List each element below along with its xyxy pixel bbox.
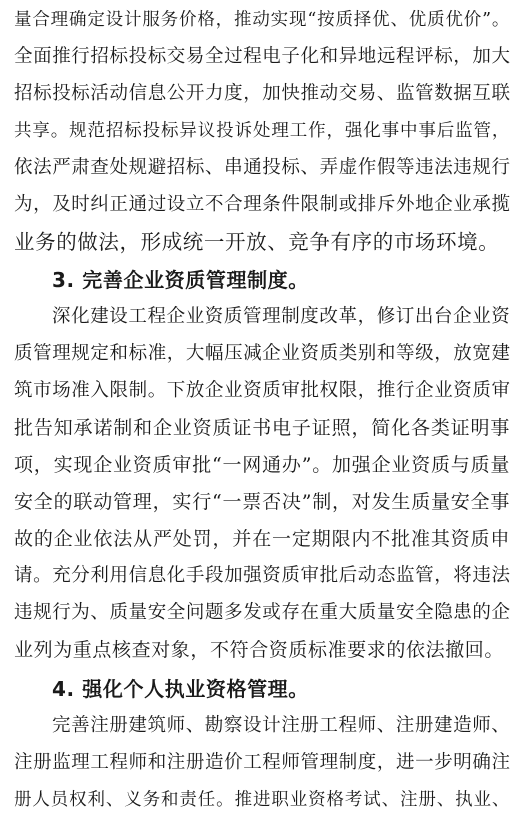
paragraph-line: 质管理规定和标准，大幅压减企业资质类别和等级，放宽建 <box>14 343 511 364</box>
paragraph-line: 请。充分利用信息化手段加强资质审批后动态监管，将违法 <box>14 565 511 586</box>
paragraph-line: 量合理确定设计服务价格，推动实现“按质择优、优质优价”。 <box>14 10 510 30</box>
paragraph-line: 招标投标活动信息公开力度，加快推动交易、监管数据互联 <box>14 83 511 104</box>
paragraph-line: 完善注册建筑师、勘察设计注册工程师、注册建造师、 <box>52 715 511 736</box>
paragraph-line: 业务的做法，形成统一开放、竞争有序的市场环境。 <box>14 230 500 254</box>
section-heading: 3. 完善企业资质管理制度。 <box>52 268 309 292</box>
paragraph-line: 项，实现企业资质审批“一网通办”。加强企业资质与质量 <box>14 454 510 476</box>
section-heading: 4. 强化个人执业资格管理。 <box>52 677 309 701</box>
paragraph-line: 安全的联动管理，实行“一票否决”制，对发生质量安全事 <box>14 491 510 513</box>
paragraph-line: 共享。规范招标投标异议投诉处理工作，强化事中事后监管， <box>14 121 510 141</box>
paragraph-line: 筑市场准入限制。下放企业资质审批权限，推行企业资质审 <box>14 380 511 401</box>
paragraph-line: 违规行为、质量安全问题多发或存在重大质量安全隐患的企 <box>14 602 511 623</box>
paragraph-line: 业列为重点核查对象，不符合资质标准要求的依法撤回。 <box>14 639 505 661</box>
paragraph-line: 批告知承诺制和企业资质证书电子证照，简化各类证明事 <box>14 417 510 439</box>
paragraph-line: 深化建设工程企业资质管理制度改革，修订出台企业资 <box>52 306 511 327</box>
paragraph-line: 依法严肃查处规避招标、串通投标、弄虚作假等违法违规行 <box>14 157 511 178</box>
paragraph-line: 注册监理工程师和注册造价工程师管理制度，进一步明确注 <box>14 752 511 773</box>
paragraph-line: 册人员权利、义务和责任。推进职业资格考试、注册、执业、 <box>14 790 510 810</box>
paragraph-line: 故的企业依法从严处罚，并在一定期限内不批准其资质申 <box>14 528 510 550</box>
paragraph-line: 为，及时纠正通过设立不合理条件限制或排斥外地企业承揽 <box>14 194 511 215</box>
paragraph-line: 全面推行招标投标交易全过程电子化和异地远程评标，加大 <box>14 46 511 67</box>
